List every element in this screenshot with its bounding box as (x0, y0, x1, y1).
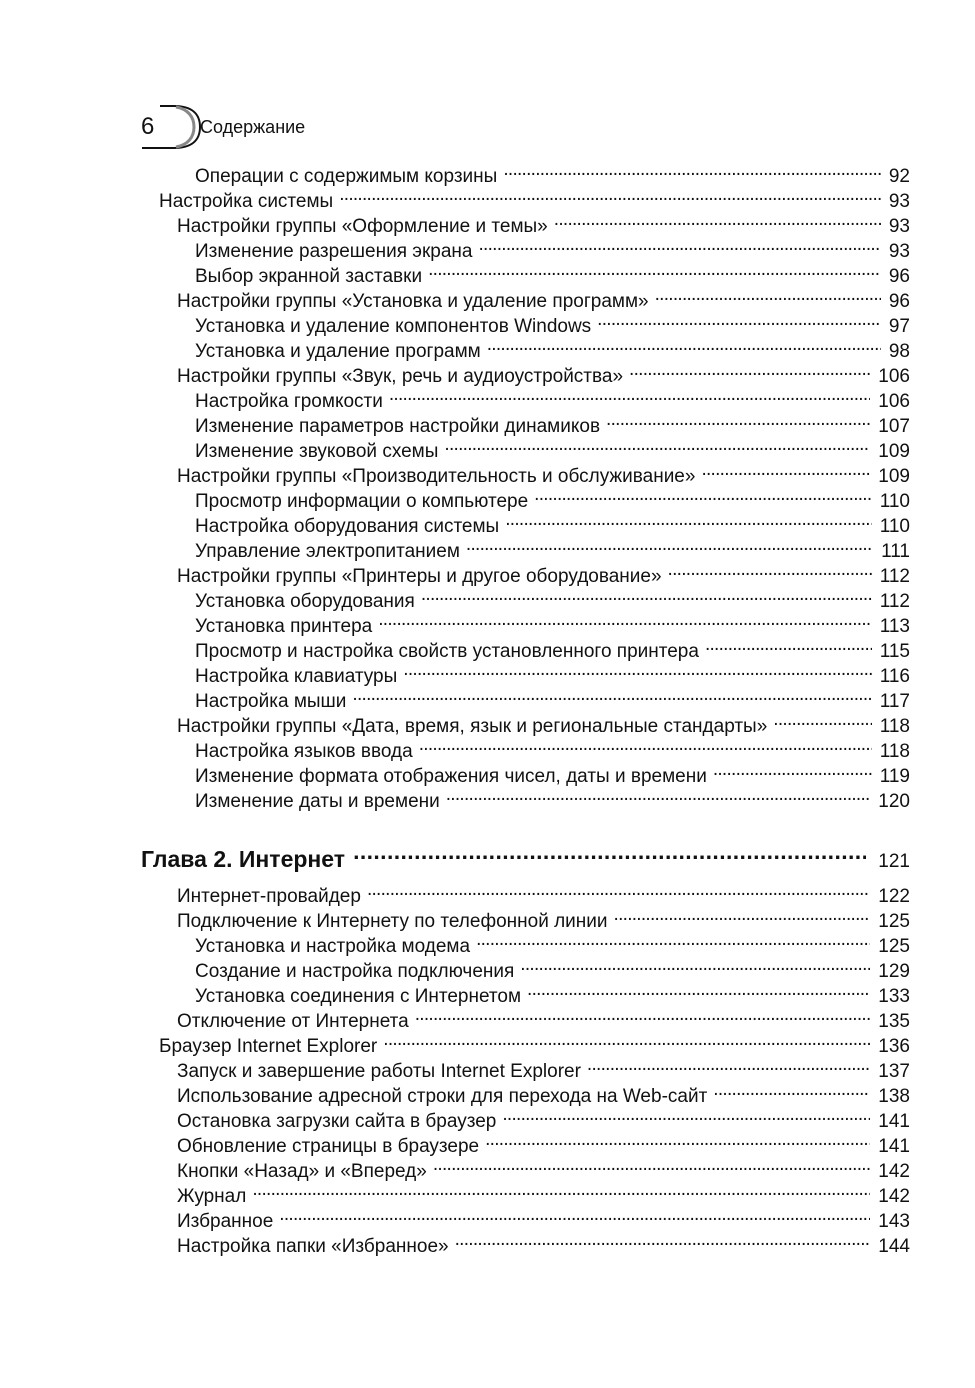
toc-entry-title: Настройка мыши (195, 691, 347, 712)
toc-entry-page: 142 (878, 1186, 910, 1207)
toc-entry (177, 1152, 910, 1182)
toc-entry (195, 782, 910, 812)
toc-entry-title: Настройки группы «Дата, время, язык и региональные стандарты» (177, 716, 768, 737)
toc-leader-dots (444, 432, 870, 457)
toc-entry-page: 118 (879, 741, 910, 762)
toc-entry (195, 432, 910, 462)
toc-entry-page: 125 (878, 936, 910, 957)
toc-entry-title: Установка соединения с Интернетом (195, 986, 522, 1007)
toc-entry (177, 357, 910, 387)
toc-entry-title: Настройка языков ввода (195, 741, 413, 762)
toc-entry (177, 1127, 910, 1157)
toc-entry (195, 407, 910, 437)
toc-entry-title: Изменение даты и времени (195, 791, 440, 812)
toc-entry (177, 1102, 910, 1132)
toc-entry-page: 93 (888, 191, 910, 212)
toc-entry (159, 182, 910, 212)
toc-leader-dots (403, 657, 871, 682)
toc-entry-title: Настройки группы «Принтеры и другое оборудование» (177, 566, 662, 587)
toc-entry-page: 119 (879, 766, 910, 787)
toc-entry-title: Остановка загрузки сайта в браузер (177, 1111, 497, 1132)
toc-entry-title: Выбор экранной заставки (195, 266, 423, 287)
toc-entry-page: 112 (879, 591, 910, 612)
toc-leader-dots (503, 157, 881, 182)
toc-leader-dots (433, 1152, 870, 1177)
toc-entry (195, 382, 910, 412)
toc-entry (195, 682, 910, 712)
toc-entry (195, 232, 910, 262)
toc-entry-title: Изменение параметров настройки динамиков (195, 416, 601, 437)
toc-entry-page: 109 (878, 466, 910, 487)
toc-entry-page: 112 (879, 566, 910, 587)
toc-entry (177, 207, 910, 237)
toc-leader-dots (352, 682, 871, 707)
toc-entry-page: 118 (879, 716, 910, 737)
toc-leader-dots (701, 457, 870, 482)
page-number: 6 (141, 113, 155, 140)
toc-leader-dots (252, 1177, 870, 1202)
toc-entry-title: Подключение к Интернету по телефонной линии (177, 911, 608, 932)
toc-entry (195, 582, 910, 612)
toc-entry (177, 1202, 910, 1232)
toc-leader-dots (520, 952, 870, 977)
toc-entry (195, 157, 910, 187)
toc-leader-dots (587, 1052, 870, 1077)
chapter-page: 121 (878, 851, 910, 872)
toc-leader-dots (389, 382, 870, 407)
toc-entry (195, 482, 910, 512)
toc-leader-dots (527, 977, 870, 1002)
toc-entry-title: Просмотр и настройка свойств установленного принтера (195, 641, 699, 662)
toc-leader-dots (446, 782, 871, 807)
toc-leader-dots (367, 877, 870, 902)
toc-leader-dots (476, 927, 870, 952)
toc-entry (177, 557, 910, 587)
toc-entry (177, 707, 910, 737)
toc-entry-page: 120 (878, 791, 910, 812)
toc-entry-page: 92 (888, 166, 910, 187)
toc-entry-page: 133 (878, 986, 910, 1007)
toc-entry-title: Настройка системы (159, 191, 334, 212)
toc-entry (159, 1027, 910, 1057)
toc-entry-title: Установка и удаление программ (195, 341, 481, 362)
toc-leader-dots (655, 282, 881, 307)
toc-entry-title: Настройка папки «Избранное» (177, 1236, 449, 1257)
toc-entry-page: 129 (878, 961, 910, 982)
toc-entry (195, 757, 910, 787)
toc-leader-dots (455, 1227, 871, 1252)
toc-entry-title: Установка оборудования (195, 591, 415, 612)
toc-entry (195, 607, 910, 637)
toc-leader-dots (339, 182, 881, 207)
toc-leader-dots (485, 1127, 870, 1152)
toc-entry-page: 116 (879, 666, 910, 687)
toc-entry-page: 96 (888, 291, 910, 312)
toc-entry-title: Операции с содержимым корзины (195, 166, 498, 187)
toc-leader-dots (428, 257, 881, 282)
toc-entry-title: Изменение звуковой схемы (195, 441, 439, 462)
toc-leader-dots (668, 557, 872, 582)
toc-entry-title: Создание и настройка подключения (195, 961, 515, 982)
toc-leader-dots (415, 1002, 871, 1027)
toc-leader-dots (614, 902, 871, 927)
toc-entry (195, 307, 910, 337)
toc-entry-title: Просмотр информации о компьютере (195, 491, 529, 512)
toc-leader-dots (597, 307, 881, 332)
toc-entry-page: 93 (888, 216, 910, 237)
toc-entry-title: Изменение формата отображения чисел, даты и времени (195, 766, 707, 787)
toc-entry-page: 93 (888, 241, 910, 262)
toc-entry-page: 96 (888, 266, 910, 287)
toc-entry-title: Журнал (177, 1186, 247, 1207)
toc-leader-dots (487, 332, 881, 357)
toc-entry (177, 1177, 910, 1207)
toc-entry-page: 136 (878, 1036, 910, 1057)
toc-entry-page: 117 (879, 691, 910, 712)
toc-entry-title: Избранное (177, 1211, 274, 1232)
toc-entry (195, 332, 910, 362)
toc-leader-dots (713, 757, 872, 782)
chapter-leader-dots (353, 835, 866, 867)
toc-entry-title: Управление электропитанием (195, 541, 460, 562)
toc-leader-dots (378, 607, 871, 632)
toc-entry (177, 282, 910, 312)
toc-entry (195, 732, 910, 762)
toc-entry (177, 457, 910, 487)
toc-entry (177, 1002, 910, 1032)
toc-entry-page: 137 (878, 1061, 910, 1082)
toc-leader-dots (534, 482, 872, 507)
toc-leader-dots (419, 732, 872, 757)
chapter-title: Глава 2. Интернет (141, 846, 346, 872)
toc-leader-dots (421, 582, 872, 607)
toc-leader-dots (606, 407, 870, 432)
toc-entry-title: Кнопки «Назад» и «Вперед» (177, 1161, 427, 1182)
toc-entry-title: Установка принтера (195, 616, 373, 637)
toc-leader-dots (279, 1202, 870, 1227)
toc-entry (195, 507, 910, 537)
toc-entry-page: 142 (878, 1161, 910, 1182)
toc-leader-dots (773, 707, 871, 732)
toc-entry-page: 113 (879, 616, 910, 637)
toc-entry-page: 97 (888, 316, 910, 337)
toc-entry-title: Настройки группы «Оформление и темы» (177, 216, 548, 237)
toc-entry-page: 135 (878, 1011, 910, 1032)
toc-entry-page: 143 (878, 1211, 910, 1232)
toc-entry-title: Обновление страницы в браузере (177, 1136, 480, 1157)
toc-leader-dots (629, 357, 870, 382)
toc-entry (195, 952, 910, 982)
toc-entry-title: Установка и удаление компонентов Windows (195, 316, 592, 337)
toc-entry-page: 106 (878, 391, 910, 412)
toc-entry-page: 125 (878, 911, 910, 932)
toc-leader-dots (505, 507, 871, 532)
toc-entry-page: 110 (879, 491, 910, 512)
toc-entry (195, 532, 910, 562)
toc-entry-title: Настройки группы «Производительность и обслуживание» (177, 466, 696, 487)
chapter-heading (141, 835, 910, 872)
toc-entry-title: Интернет-провайдер (177, 886, 361, 907)
toc-entry-title: Настройка громкости (195, 391, 383, 412)
toc-entry-page: 107 (878, 416, 910, 437)
toc-entry-title: Использование адресной строки для перехода на Web-сайт (177, 1086, 708, 1107)
toc-leader-dots (554, 207, 881, 232)
toc-entry-title: Отключение от Интернета (177, 1011, 409, 1032)
toc-entry-title: Запуск и завершение работы Internet Explorer (177, 1061, 581, 1082)
toc-entry-title: Настройки группы «Звук, речь и аудиоустройства» (177, 366, 624, 387)
toc-entry-page: 106 (878, 366, 910, 387)
toc-entry (177, 877, 910, 907)
toc-entry-page: 144 (878, 1236, 910, 1257)
toc-entry (195, 927, 910, 957)
toc-entry-title: Установка и настройка модема (195, 936, 471, 957)
toc-entry (177, 1227, 910, 1257)
toc-entry-page: 111 (881, 541, 910, 562)
toc-entry-page: 138 (878, 1086, 910, 1107)
toc-entry-title: Настройка оборудования системы (195, 516, 500, 537)
toc-entry (177, 1077, 910, 1107)
toc-entry-title: Браузер Internet Explorer (159, 1036, 378, 1057)
toc-entry-title: Настройка клавиатуры (195, 666, 398, 687)
toc-entry-page: 109 (878, 441, 910, 462)
toc-entry-page: 98 (888, 341, 910, 362)
toc-entry (177, 902, 910, 932)
header-title: Содержание (200, 117, 306, 137)
toc-leader-dots (466, 532, 873, 557)
toc-leader-dots (383, 1027, 870, 1052)
toc-entry-page: 110 (879, 516, 910, 537)
toc-leader-dots (502, 1102, 870, 1127)
toc-leader-dots (713, 1077, 870, 1102)
toc-leader-dots (478, 232, 880, 257)
toc-entry (195, 657, 910, 687)
toc-entry-page: 141 (878, 1111, 910, 1132)
toc-entry-page: 115 (879, 641, 910, 662)
toc-entry-page: 141 (878, 1136, 910, 1157)
toc-entry (195, 977, 910, 1007)
toc-entry (195, 632, 910, 662)
toc-leader-dots (705, 632, 872, 657)
toc-entry-title: Настройки группы «Установка и удаление программ» (177, 291, 649, 312)
toc-entry-title: Изменение разрешения экрана (195, 241, 473, 262)
toc-entry (177, 1052, 910, 1082)
toc-entry-page: 122 (878, 886, 910, 907)
toc-entry (195, 257, 910, 287)
